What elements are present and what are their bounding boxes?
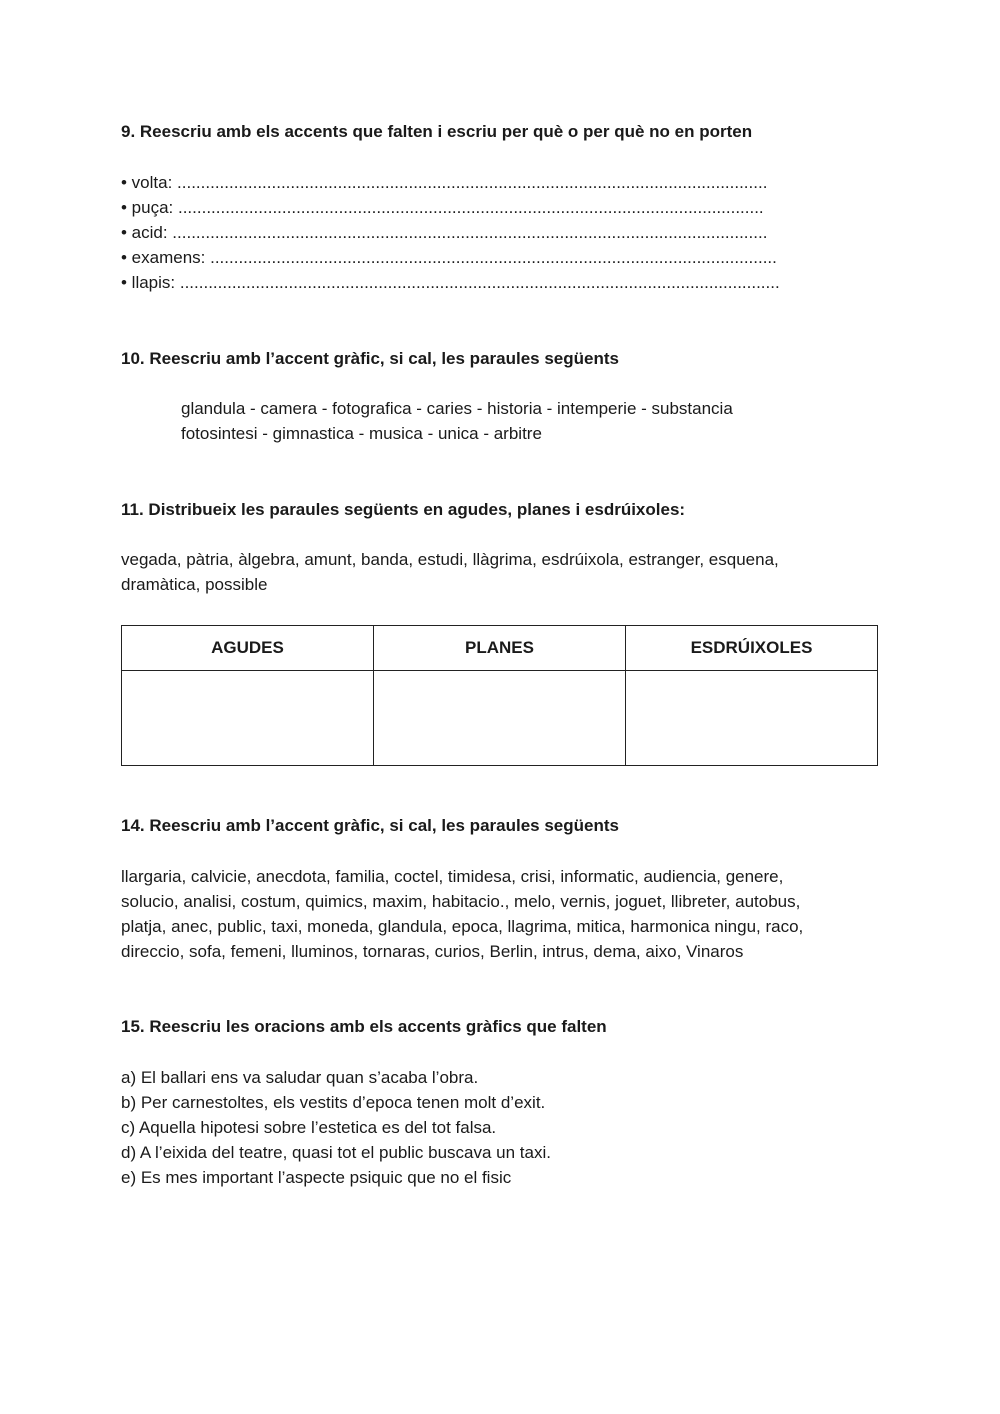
q14-words-line-1: llargaria, calvicie, anecdota, familia, coctel, timidesa, crisi, informatic, audiencia, genere, [121, 867, 784, 886]
answer-cell-planes[interactable] [374, 671, 626, 766]
q10-words-line-1: glandula - camera - fotografica - caries - historia - intemperie - substancia [181, 399, 733, 418]
q14-words-line-3: platja, anec, public, taxi, moneda, glandula, epoca, llagrima, mitica, harmonica ningu, raco, [121, 917, 804, 936]
header-planes: PLANES [374, 626, 626, 671]
classification-table [121, 625, 878, 766]
header-esdruixoles: ESDRÚIXOLES [626, 626, 878, 671]
q14-heading: 14. Reescriu amb l’accent gràfic, si cal, les paraules següents [121, 816, 619, 835]
q9-item-llapis: • llapis: ............................................................................................................................... [121, 273, 780, 292]
q15-sentence-a: a) El ballari ens va saludar quan s’acaba l’obra. [121, 1068, 479, 1087]
q11-heading: 11. Distribueix les paraules següents en agudes, planes i esdrúixoles: [121, 500, 686, 519]
q10-words-line-2: fotosintesi - gimnastica - musica - unica - arbitre [181, 424, 542, 443]
q9-item-acid: • acid: .............................................................................................................................. [121, 223, 768, 242]
q10-heading: 10. Reescriu amb l’accent gràfic, si cal, les paraules següents [121, 349, 619, 368]
q14-words-line-2: solucio, analisi, costum, quimics, maxim, habitacio., melo, vernis, joguet, llibreter, autobus, [121, 892, 801, 911]
q15-sentence-d: d) A l’eixida del teatre, quasi tot el public buscava un taxi. [121, 1143, 551, 1162]
answer-cell-esdruixoles[interactable] [626, 671, 878, 766]
q9-heading: 9. Reescriu amb els accents que falten i escriu per què o per què no en porten [121, 122, 753, 141]
q15-sentence-e: e) Es mes important l’aspecte psiquic que no el fisic [121, 1168, 512, 1187]
q14-words-line-4: direccio, sofa, femeni, lluminos, tornaras, curios, Berlin, intrus, dema, aixo, Vinaros [121, 942, 744, 961]
header-agudes: AGUDES [122, 626, 374, 671]
q9-item-volta: • volta: ............................................................................................................................. [121, 173, 768, 192]
table-header-row [122, 626, 878, 671]
q9-item-examens: • examens: ........................................................................................................................ [121, 248, 777, 267]
q9-item-puca: • puça: ............................................................................................................................ [121, 198, 764, 217]
q15-sentence-b: b) Per carnestoltes, els vestits d’epoca tenen molt d’exit. [121, 1093, 546, 1112]
table-answer-row [122, 671, 878, 766]
q15-sentence-c: c) Aquella hipotesi sobre l’estetica es del tot falsa. [121, 1118, 497, 1137]
answer-cell-agudes[interactable] [122, 671, 374, 766]
q11-words-line-2: dramàtica, possible [121, 575, 268, 594]
q11-words-line-1: vegada, pàtria, àlgebra, amunt, banda, estudi, llàgrima, esdrúixola, estranger, esquena, [121, 550, 779, 569]
q15-heading: 15. Reescriu les oracions amb els accents gràfics que falten [121, 1017, 607, 1036]
